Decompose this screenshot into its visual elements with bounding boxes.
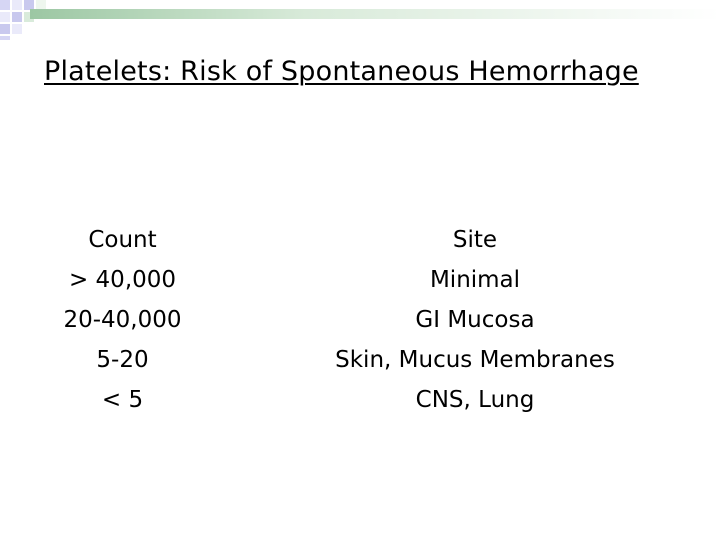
slide-title: Platelets: Risk of Spontaneous Hemorrhage <box>44 56 639 87</box>
count-header: Count <box>88 227 157 253</box>
count-column <box>40 220 205 420</box>
site-item: CNS, Lung <box>415 387 535 413</box>
count-item: 20-40,000 <box>63 307 182 333</box>
site-header: Site <box>452 227 498 253</box>
count-item: 5-20 <box>96 347 149 373</box>
decorative-top-bar <box>30 9 720 19</box>
count-item: < 5 <box>101 387 144 413</box>
site-column <box>300 220 650 420</box>
site-item: Minimal <box>429 267 521 293</box>
decorative-squares-icon <box>0 0 60 40</box>
site-item: Skin, Mucus Membranes <box>335 347 615 373</box>
site-item: GI Mucosa <box>415 307 535 333</box>
count-item: > 40,000 <box>68 267 177 293</box>
